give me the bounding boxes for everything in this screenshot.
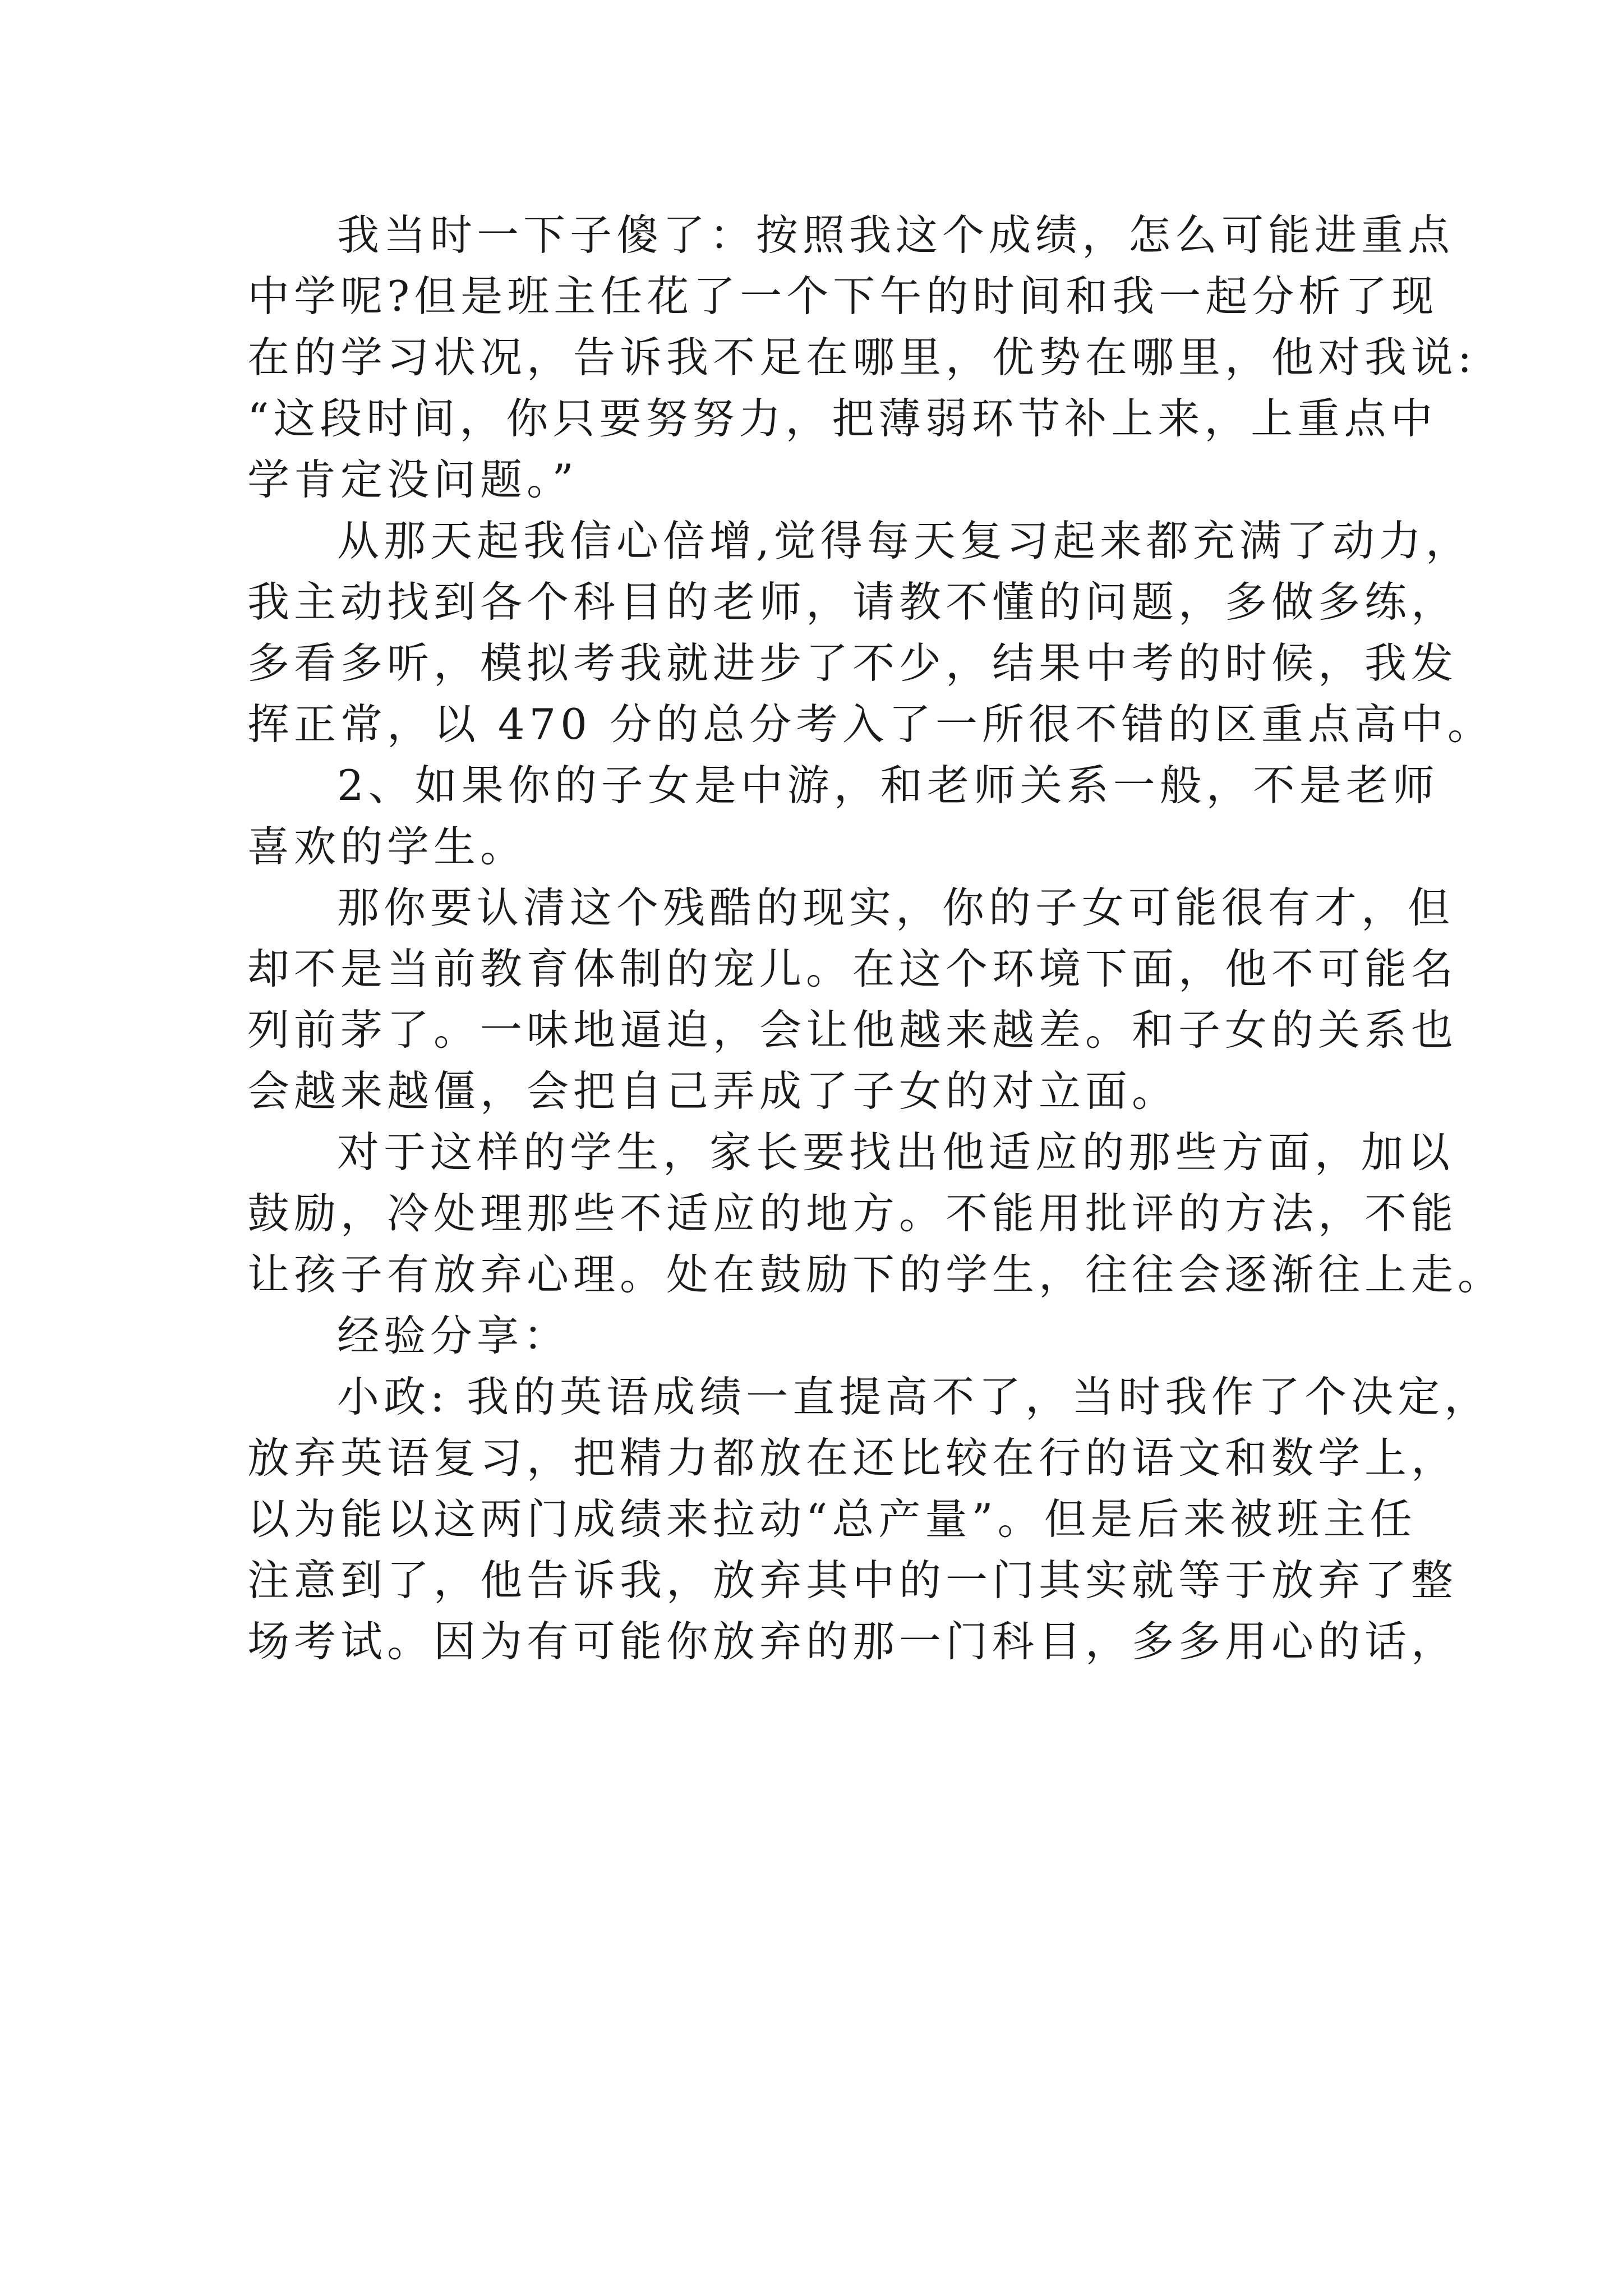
text-line: 放弃英语复习，把精力都放在还比较在行的语文和数学上， — [247, 1433, 1458, 1483]
body-text — [247, 205, 1505, 1672]
text-line: 让孩子有放弃心理。处在鼓励下的学生，往往会逐渐往上走。 — [247, 1250, 1505, 1299]
text-line: 2、如果你的子女是中游，和老师关系一般，不是老师 — [337, 761, 1439, 810]
text-line: 以为能以这两门成绩来拉动“总产量”。但是后来被班主任 — [247, 1494, 1417, 1544]
text-line: “这段时间，你只要努努力，把薄弱环节补上来，上重点中 — [247, 394, 1437, 443]
text-line: 我当时一下子傻了：按照我这个成绩，怎么可能进重点 — [337, 210, 1455, 260]
text-line: 中学呢?但是班主任花了一个下午的时间和我一起分析了现 — [247, 272, 1438, 321]
text-line: 从那天起我信心倍增,觉得每天复习起来都充满了动力， — [337, 516, 1472, 565]
text-line: 注意到了，他告诉我，放弃其中的一门其实就等于放弃了整 — [247, 1556, 1458, 1605]
text-line: 小政: 我的英语成绩一直提高不了，当时我作了个决定， — [337, 1372, 1491, 1421]
text-line: 列前茅了。一味地逼迫，会让他越来越差。和子女的关系也 — [247, 1005, 1458, 1055]
text-line: 多看多听，模拟考我就进步了不少，结果中考的时候，我发 — [247, 638, 1458, 688]
text-line: 学肯定没问题。” — [247, 455, 578, 504]
text-line: 会越来越僵，会把自己弄成了子女的对立面。 — [247, 1066, 1179, 1116]
text-line: 挥正常，以 470 分的总分考入了一所很不错的区重点高中。 — [247, 700, 1494, 749]
text-line: 喜欢的学生。 — [247, 822, 527, 871]
text-line: 我主动找到各个科目的老师，请教不懂的问题，多做多练， — [247, 577, 1458, 627]
text-line: 经验分享： — [337, 1311, 570, 1360]
text-line: 场考试。因为有可能你放弃的那一门科目，多多用心的话， — [247, 1617, 1458, 1666]
text-line: 在的学习状况，告诉我不足在哪里，优势在哪里，他对我说: — [247, 333, 1477, 382]
text-line: 鼓励，冷处理那些不适应的地方。不能用批评的方法，不能 — [247, 1189, 1458, 1238]
text-line: 那你要认清这个残酷的现实，你的子女可能很有才，但 — [337, 883, 1455, 932]
text-line: 对于这样的学生，家长要找出他适应的那些方面，加以 — [337, 1128, 1455, 1177]
text-line: 却不是当前教育体制的宠儿。在这个环境下面，他不可能名 — [247, 944, 1458, 993]
